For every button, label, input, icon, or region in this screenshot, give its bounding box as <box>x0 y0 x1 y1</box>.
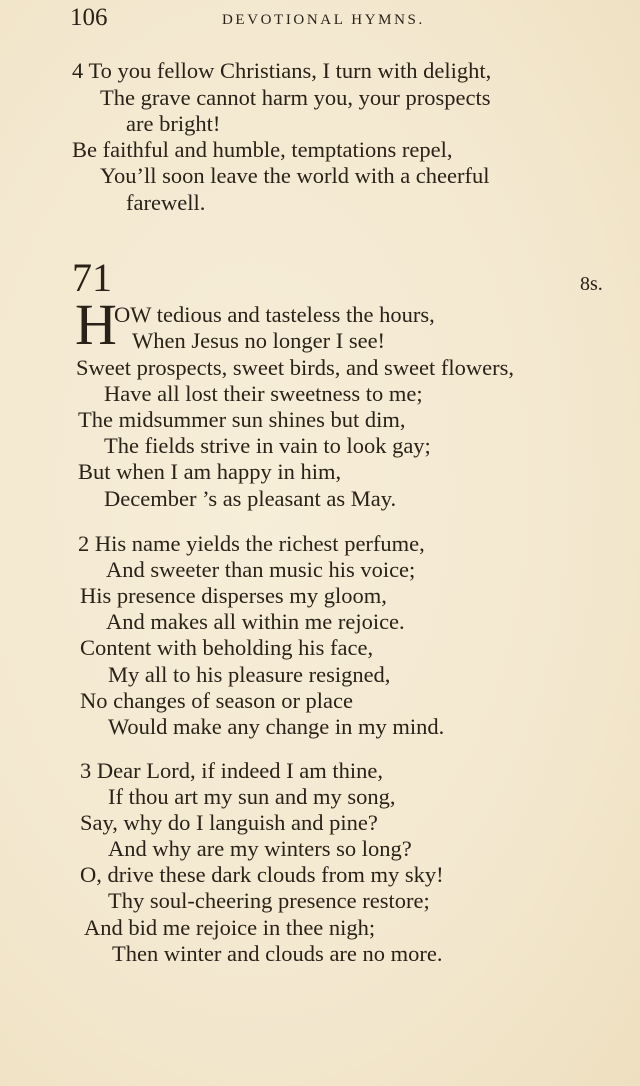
hymn-meter: 8s. <box>580 273 603 295</box>
verse-line: The fields strive in vain to look gay; <box>104 433 431 458</box>
verse-line: And bid me rejoice in thee nigh; <box>84 915 376 940</box>
verse-line: When Jesus no longer I see! <box>132 328 386 353</box>
verse-line: are bright! <box>126 111 221 136</box>
verse-line: O, drive these dark clouds from my sky! <box>80 862 444 887</box>
verse-line: No changes of season or place <box>80 688 354 713</box>
running-title: DEVOTIONAL HYMNS. <box>222 12 425 28</box>
verse-line: Thy soul-cheering presence restore; <box>108 888 430 913</box>
verse-line: The midsummer sun shines but dim, <box>78 407 406 432</box>
verse-line: And why are my winters so long? <box>108 836 412 861</box>
verse-line: The grave cannot harm you, your prospects <box>100 85 491 110</box>
verse-line: OW tedious and tasteless the hours, <box>114 302 435 327</box>
verse-line: And makes all within me rejoice. <box>106 609 405 634</box>
verse-line: Would make any change in my mind. <box>108 714 445 739</box>
verse-line: farewell. <box>126 190 206 215</box>
verse-line: Then winter and clouds are no more. <box>112 941 443 966</box>
verse-line: But when I am happy in him, <box>78 459 342 484</box>
verse-line: Have all lost their sweetness to me; <box>104 381 423 406</box>
verse-line: 4 To you fellow Christians, I turn with delight, <box>72 58 492 83</box>
verse-line: Content with beholding his face, <box>80 635 374 660</box>
verse-line: And sweeter than music his voice; <box>106 557 416 582</box>
verse-line: My all to his pleasure resigned, <box>108 662 391 687</box>
verse-line: Be faithful and humble, temptations repel, <box>72 137 453 162</box>
hymn-number: 71 <box>72 255 112 300</box>
drop-cap-letter: H <box>75 292 117 357</box>
page-number: 106 <box>70 4 108 31</box>
verse-line: You’ll soon leave the world with a cheerful <box>100 163 490 188</box>
page-header <box>70 4 610 32</box>
verse-line: December ’s as pleasant as May. <box>104 486 397 511</box>
verse-line: If thou art my sun and my song, <box>108 784 396 809</box>
verse-line: 2 His name yields the richest perfume, <box>78 531 425 556</box>
verse-line: 3 Dear Lord, if indeed I am thine, <box>80 758 384 783</box>
verse-line: Say, why do I languish and pine? <box>80 810 378 835</box>
verse-line: Sweet prospects, sweet birds, and sweet flowers, <box>76 355 515 380</box>
verse-line: His presence disperses my gloom, <box>80 583 387 608</box>
